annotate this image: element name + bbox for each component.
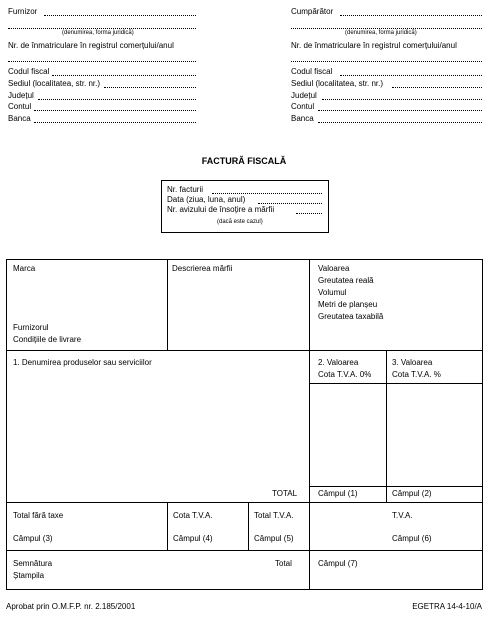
supplier-fiscal-line[interactable] bbox=[52, 75, 196, 76]
marca-label: Marca bbox=[13, 264, 36, 273]
buyer-name-line-2[interactable] bbox=[291, 28, 482, 29]
total-tva-label: Total T.V.A. bbox=[254, 511, 294, 520]
campul-6-label: Câmpul (6) bbox=[392, 534, 432, 543]
invoice-note: (dacă este cazul) bbox=[217, 219, 263, 225]
col3-header: 3. Valoarea bbox=[392, 358, 433, 367]
greutate-reala-label: Greutatea reală bbox=[318, 276, 374, 285]
invoice-notice-label: Nr. avizului de însoțire a mărfii bbox=[167, 205, 275, 214]
furnizorul-label: Furnizorul bbox=[13, 323, 49, 332]
campul-5-label: Câmpul (5) bbox=[254, 534, 294, 543]
conditiile-label: Condițiile de livrare bbox=[13, 335, 82, 344]
form-code: EGETRA 14-4-10/A bbox=[412, 602, 482, 611]
supplier-name-line-2[interactable] bbox=[8, 28, 196, 29]
divider bbox=[309, 383, 483, 384]
volumul-label: Volumul bbox=[318, 288, 347, 297]
supplier-account-label: Contul bbox=[8, 102, 32, 111]
divider bbox=[309, 259, 310, 350]
total-fara-taxe-label: Total fără taxe bbox=[13, 511, 64, 520]
supplier-seat-line[interactable] bbox=[104, 87, 196, 88]
col2-subheader: Cota T.V.A. 0% bbox=[318, 370, 372, 379]
campul-1-label: Câmpul (1) bbox=[318, 489, 358, 498]
divider bbox=[309, 486, 483, 487]
divider bbox=[167, 502, 168, 550]
divider bbox=[309, 502, 310, 590]
buyer-bank-label: Banca bbox=[291, 114, 314, 123]
buyer-county-label: Județul bbox=[291, 91, 317, 100]
invoice-number-line[interactable] bbox=[212, 193, 322, 194]
divider bbox=[309, 350, 310, 502]
supplier-account-line[interactable] bbox=[34, 110, 196, 111]
col1-header: 1. Denumirea produselor sau serviciilor bbox=[13, 358, 152, 367]
tva-label: T.V.A. bbox=[392, 511, 413, 520]
divider bbox=[6, 502, 483, 503]
campul-2-label: Câmpul (2) bbox=[392, 489, 432, 498]
supplier-seat-label: Sediul (localitatea, str. nr.) bbox=[8, 79, 101, 88]
supplier-label: Furnizor bbox=[8, 7, 38, 16]
stampila-label: Ștampila bbox=[13, 571, 45, 580]
valoarea-label: Valoarea bbox=[318, 264, 350, 273]
cota-tva-label: Cota T.V.A. bbox=[173, 511, 213, 520]
buyer-seat-line[interactable] bbox=[392, 87, 482, 88]
buyer-account-line[interactable] bbox=[318, 110, 482, 111]
metri-label: Metri de planșeu bbox=[318, 300, 378, 309]
campul-4-label: Câmpul (4) bbox=[173, 534, 213, 543]
col2-header: 2. Valoarea bbox=[318, 358, 359, 367]
supplier-county-label: Județul bbox=[8, 91, 34, 100]
buyer-bank-line[interactable] bbox=[318, 122, 482, 123]
buyer-name-line[interactable] bbox=[340, 15, 482, 16]
semnatura-label: Semnătura bbox=[13, 559, 53, 568]
supplier-name-line[interactable] bbox=[44, 15, 196, 16]
buyer-fiscal-line[interactable] bbox=[340, 75, 482, 76]
descriere-label: Descrierea mărfii bbox=[172, 264, 233, 273]
buyer-county-line[interactable] bbox=[322, 99, 482, 100]
supplier-reg-line[interactable] bbox=[8, 61, 196, 62]
invoice-date-label: Data (ziua, luna, anul) bbox=[167, 195, 246, 204]
campul-7-label: Câmpul (7) bbox=[318, 559, 358, 568]
total-2-label: Total bbox=[275, 559, 292, 568]
supplier-fiscal-label: Codul fiscal bbox=[8, 67, 50, 76]
divider bbox=[248, 502, 249, 550]
buyer-seat-label: Sediul (localitatea, str. nr.) bbox=[291, 79, 384, 88]
invoice-notice-line[interactable] bbox=[296, 213, 322, 214]
buyer-reg-label: Nr. de înmatriculare în registrul comerțului/anul bbox=[291, 41, 457, 50]
divider bbox=[6, 350, 483, 351]
greutate-taxabila-label: Greutatea taxabilă bbox=[318, 312, 384, 321]
supplier-sub-label: (denumirea, forma juridică) bbox=[62, 30, 134, 36]
invoice-date-line[interactable] bbox=[258, 203, 322, 204]
supplier-reg-label: Nr. de înmatriculare în registrul comerțului/anul bbox=[8, 41, 174, 50]
buyer-label: Cumpărător bbox=[291, 7, 334, 16]
divider bbox=[6, 550, 483, 551]
supplier-bank-label: Banca bbox=[8, 114, 31, 123]
supplier-bank-line[interactable] bbox=[34, 122, 196, 123]
invoice-number-label: Nr. facturii bbox=[167, 185, 204, 194]
document-title: FACTURĂ FISCALĂ bbox=[201, 156, 287, 166]
buyer-account-label: Contul bbox=[291, 102, 315, 111]
total-label: TOTAL bbox=[272, 489, 298, 498]
supplier-county-line[interactable] bbox=[38, 99, 196, 100]
col3-subheader: Cota T.V.A. % bbox=[392, 370, 441, 379]
buyer-fiscal-label: Codul fiscal bbox=[291, 67, 333, 76]
approval-note: Aprobat prin O.M.F.P. nr. 2.185/2001 bbox=[6, 602, 136, 611]
buyer-reg-line[interactable] bbox=[291, 61, 482, 62]
divider bbox=[167, 259, 168, 350]
campul-3-label: Câmpul (3) bbox=[13, 534, 53, 543]
buyer-sub-label: (denumirea, forma juridică) bbox=[345, 30, 417, 36]
divider bbox=[386, 350, 387, 502]
